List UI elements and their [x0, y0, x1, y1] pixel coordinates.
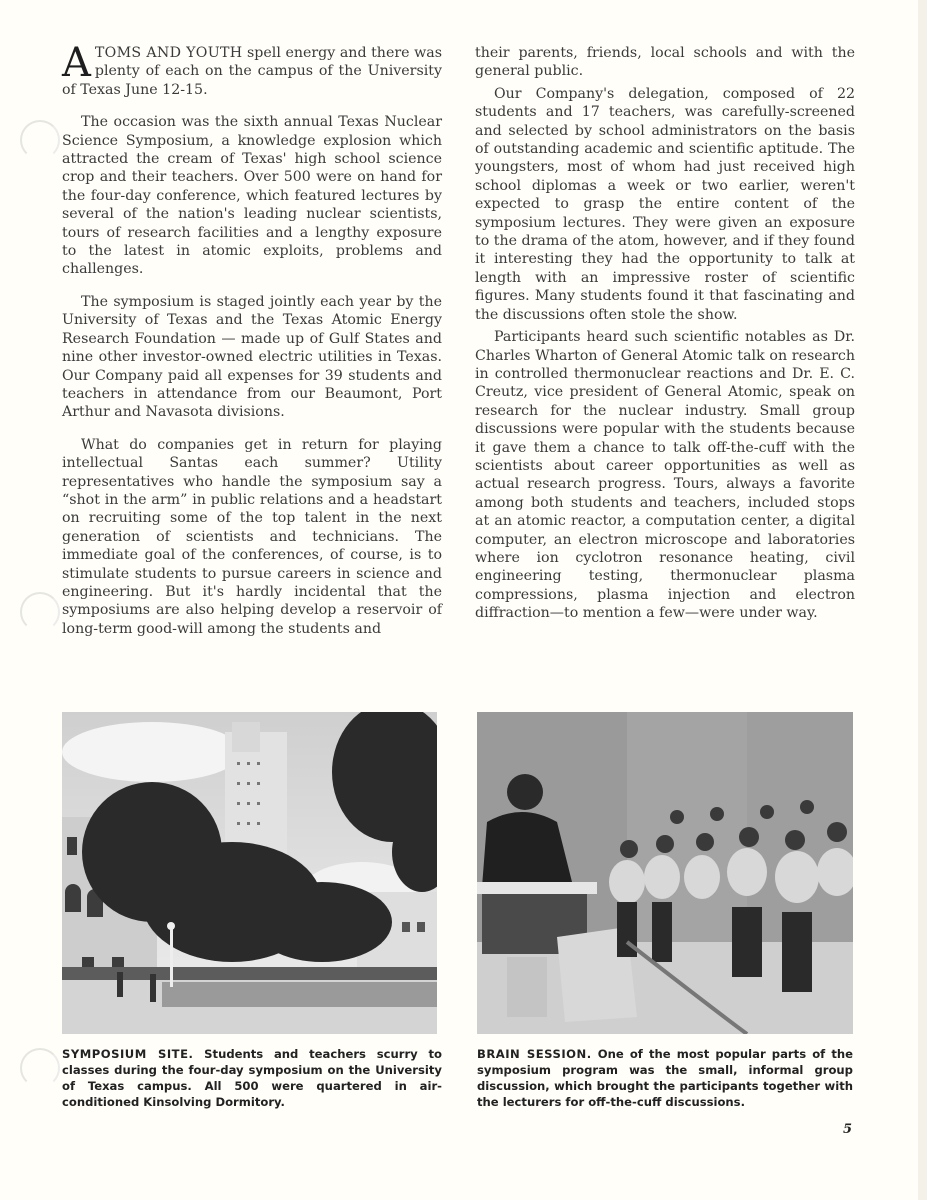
caption-heading: BRAIN SESSION.: [477, 1047, 592, 1061]
paragraph: their parents, friends, local schools and with the general public.: [475, 45, 855, 80]
campus-photo-illustration: [62, 712, 437, 1034]
paragraph: What do companies get in return for playing intellectual Santas each summer? Utility representatives who handle the symposium say a “shot in the arm” in public relations and a headstart on recruiting some of the top talent in the next generation of scientists and technicians. The immediate goal of the conferences, of course, is to stimulate students to pursue careers in science and engineering. But it's hardly incidental that the symposiums are also helping develop a reservoir of long-term good-will among the students and: [62, 436, 442, 637]
photo-caption-symposium-site: [62, 1046, 442, 1110]
caption-text: One of the most popular parts of the symposium program was the small, informal group discussion, which brought the participants together with the lecturers for off-the-cuff discussions.: [477, 1047, 854, 1109]
article-right-column: [475, 44, 855, 623]
lead-text: spell energy and there was plenty of each on the campus of the University of Texas June 12-15.: [62, 45, 442, 98]
paragraph: Participants heard such scientific notables as Dr. Charles Wharton of General Atomic talk on research in controlled thermonuclear reactions and Dr. E. C. Creutz, vice president of General Atomic, speak on research for the nuclear industry. Small group discussions were popular with the students because it gave them a chance to talk off-the-cuff with the scientists about career opportunities as well as actual research progress. Tours, always a favorite among both students and teachers, included stops at an atomic reactor, a computation center, a digital computer, an electron microscope and laboratories where ion cyclotron resonance heating, civil engineering testing, thermonuclear plasma compressions, plasma injection and electron diffraction—to mention a few—were under way.: [475, 329, 855, 622]
photo-brain-session: [477, 712, 853, 1034]
punch-hole-mark: [20, 592, 60, 632]
paragraph: The occasion was the sixth annual Texas Nuclear Science Symposium, a knowledge explosion which attracted the cream of Texas' high school science crop and their teachers. Over 500 were on hand for the four-day conference, which featured lectures by several of the nation's leading nuclear scientists, tours of research facilities and a lengthy exposure to the latest in atomic exploits, problems and challenges.: [62, 114, 442, 278]
photo-campus-tower: [62, 712, 437, 1034]
punch-hole-mark: [20, 120, 60, 160]
paragraph: Our Company's delegation, composed of 22 students and 17 teachers, was carefully-screened and selected by school administrators on the basis of outstanding academic and scientific aptitude. The youngsters, most of whom had just received high school diplomas a week or two earlier, weren't expected to grasp the entire content of the symposium lectures. They were given an exposure to the drama of the atom, however, and if they found it interesting they had the opportunity to talk at length with an impressive roster of scientific figures. Many students found it that fascinating and the discussions often stole the show.: [475, 85, 855, 323]
classroom-photo-illustration: [477, 712, 853, 1034]
page-edge-shadow: [918, 0, 927, 1200]
photo-caption-brain-session: [477, 1046, 853, 1110]
caption-heading: SYMPOSIUM SITE.: [62, 1047, 194, 1061]
lead-caps: TOMS AND YOUTH: [94, 45, 243, 61]
punch-hole-mark: [20, 1048, 60, 1088]
drop-cap: A: [62, 40, 91, 86]
paragraph: The symposium is staged jointly each year by the University of Texas and the Texas Atomic Energy Research Foundation — made up of Gulf States and nine other investor-owned electric utilities in Texas. Our Company paid all expenses for 39 students and teachers in attendance from our Beaumont, Port Arthur and Navasota divisions.: [62, 293, 442, 421]
caption-text: Students and teachers scurry to classes during the four-day symposium on the University of Texas campus. All 500 were quartered in air-conditioned Kinsolving Dormitory.: [62, 1047, 442, 1109]
page-number: 5: [843, 1122, 853, 1137]
article-left-column: [62, 40, 442, 638]
lead-paragraph: [62, 40, 442, 99]
